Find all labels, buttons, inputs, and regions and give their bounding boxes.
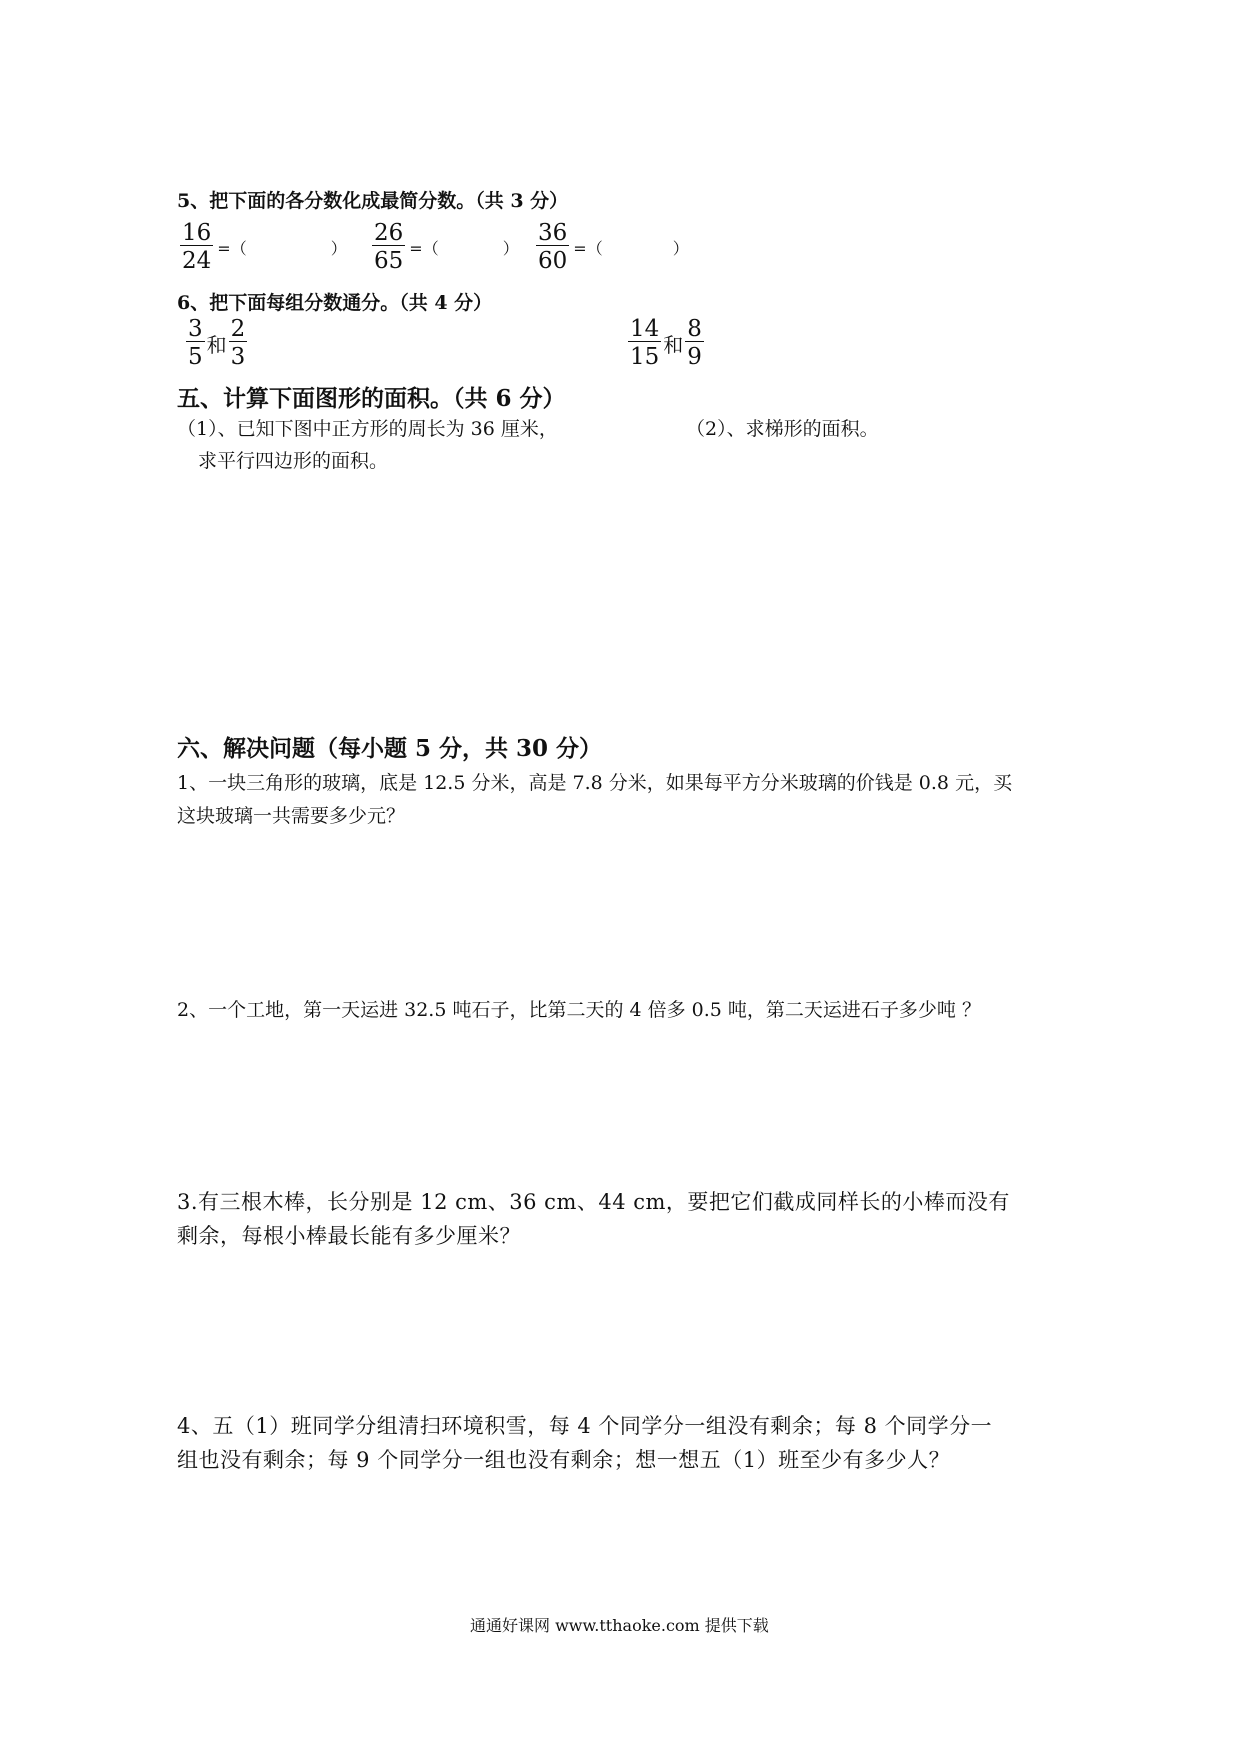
fraction	[628, 318, 661, 369]
numerator: 8	[687, 316, 702, 342]
problem-3-line2: 剩余，每根小棒最长能有多少厘米？	[177, 1224, 521, 1248]
fraction-group-2	[628, 318, 704, 369]
and-word: 和	[206, 333, 227, 357]
denominator: 9	[687, 344, 702, 370]
fraction	[536, 222, 569, 273]
numerator: 36	[538, 220, 568, 246]
close-paren: ）	[330, 239, 347, 258]
problem-3-line1: 3.有三根木棒，长分别是 12 cm、36 cm、44 cm，要把它们截成同样长的小棒而没有	[177, 1190, 1010, 1214]
fraction-item-1	[180, 222, 347, 273]
part5-question-1-line2: 求平行四边形的面积。	[198, 450, 389, 472]
fraction	[372, 222, 405, 273]
denominator: 65	[374, 248, 404, 274]
denominator: 5	[188, 344, 203, 370]
problem-1-line1: 1、一块三角形的玻璃，底是 12.5 分米，高是 7.8 分米，如果每平方分米玻璃的价钱是 0.8 元，买	[177, 772, 1013, 794]
part5-question-1-line1: （1）、已知下图中正方形的周长为 36 厘米，	[177, 418, 558, 440]
footer-credit: 通通好课网 www.tthaoke.com 提供下载	[470, 1616, 769, 1635]
problem-4-line2: 组也没有剩余；每 9 个同学分一组也没有剩余；想一想五（1）班至少有多少人？	[177, 1448, 951, 1472]
equals-paren: =（	[573, 239, 603, 258]
close-paren: ）	[672, 239, 689, 258]
fraction-item-3	[536, 222, 689, 273]
denominator: 60	[538, 248, 568, 274]
problem-1-line2: 这块玻璃一共需要多少元？	[177, 805, 406, 827]
fraction-group-1	[186, 318, 247, 369]
equals-paren: =（	[217, 239, 247, 258]
denominator: 24	[182, 248, 212, 274]
and-word: 和	[663, 333, 684, 357]
denominator: 15	[630, 344, 660, 370]
problem-4-line1: 4、五（1）班同学分组清扫环境积雪，每 4 个同学分一组没有剩余；每 8 个同学分一	[177, 1414, 993, 1438]
numerator: 3	[188, 316, 203, 342]
numerator: 26	[374, 220, 404, 246]
fraction	[186, 318, 205, 369]
numerator: 2	[230, 316, 246, 342]
denominator: 3	[230, 344, 246, 370]
fraction	[180, 222, 213, 273]
section5-title: 5、把下面的各分数化成最简分数。（共 3 分）	[177, 190, 569, 212]
problem-2: 2、一个工地，第一天运进 32.5 吨石子，比第二天的 4 倍多 0.5 吨，第二天运进石子多少吨 ？	[177, 999, 981, 1021]
numerator: 16	[182, 220, 212, 246]
numerator: 14	[630, 316, 660, 342]
close-paren: ）	[502, 239, 519, 258]
part5-title: 五、计算下面图形的面积。（共 6 分）	[177, 385, 566, 412]
section6-title: 6、把下面每组分数通分。（共 4 分）	[177, 292, 493, 314]
part6-title: 六、解决问题（每小题 5 分，共 30 分）	[177, 735, 603, 762]
equals-paren: =（	[409, 239, 439, 258]
part5-question-2: （2）、求梯形的面积。	[686, 418, 879, 440]
fraction	[229, 318, 248, 369]
fraction-item-2	[372, 222, 519, 273]
fraction	[685, 318, 704, 369]
